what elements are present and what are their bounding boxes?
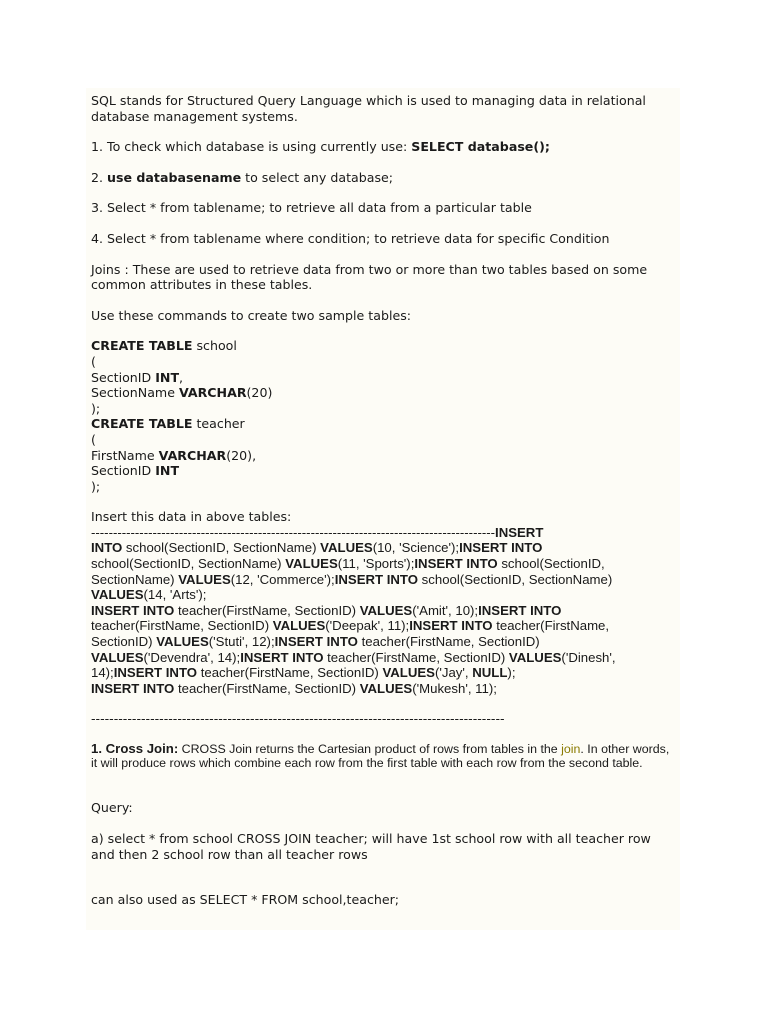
- type-varchar: VARCHAR: [158, 447, 227, 463]
- sql-text: ('Deepak', 11);: [325, 618, 410, 634]
- joins-intro: Joins : These are used to retrieve data from two or more than two tables based on some common attributes in these tables.: [91, 261, 648, 293]
- table-name-teacher: teacher: [192, 416, 245, 432]
- item-2-prefix: 2.: [91, 169, 108, 185]
- column-sectionname: SectionName: [91, 385, 179, 401]
- sql-text: SectionName): [91, 571, 179, 587]
- cross-join-text-2: . In other words, it will produce rows which combine each row from the first table with each row from the second table.: [91, 742, 670, 771]
- sql-keyword: INSERT INTO: [240, 649, 324, 665]
- paren-open-line: (: [91, 431, 96, 447]
- varchar-length: (20): [246, 385, 273, 401]
- column-sectionid: SectionID: [91, 369, 156, 385]
- paren-open-line: (: [91, 353, 96, 369]
- item-1-command: SELECT database();: [411, 139, 550, 155]
- sql-keyword: VALUES: [178, 571, 231, 587]
- sql-keyword: VALUES: [320, 540, 373, 556]
- table-name-school: school: [192, 338, 237, 354]
- sql-text: school(SectionID,: [497, 556, 605, 572]
- sql-text: teacher(FirstName, SectionID): [174, 602, 360, 618]
- sql-text: teacher(FirstName, SectionID): [174, 680, 360, 696]
- sql-keyword: VALUES: [359, 602, 413, 618]
- insert-line: [91, 572, 677, 588]
- paren-close-line: );: [91, 400, 101, 416]
- create-teacher-line: [91, 416, 677, 432]
- query-label: Query:: [91, 800, 133, 816]
- insert-line: [91, 587, 677, 603]
- type-varchar: VARCHAR: [178, 385, 247, 401]
- sql-text: ('Stuti', 12);: [208, 634, 275, 650]
- column-sectionid: SectionID: [91, 463, 156, 479]
- cross-join-text-1: CROSS Join returns the Cartesian product of rows from tables in the: [178, 742, 562, 756]
- create-keyword: CREATE TABLE: [91, 338, 193, 354]
- sql-keyword: VALUES: [91, 649, 144, 665]
- insert-line: [91, 603, 677, 619]
- item-2-command: use databasename: [107, 169, 242, 185]
- insert-line: [91, 681, 677, 697]
- paren-close-line: );: [91, 478, 101, 494]
- varchar-length: (20),: [226, 447, 257, 463]
- sql-text: school(SectionID, SectionName): [418, 571, 613, 587]
- document-content: [91, 93, 677, 908]
- item-1: [91, 139, 677, 155]
- join-link[interactable]: join: [561, 742, 581, 756]
- sql-keyword: VALUES: [272, 618, 326, 634]
- intro-paragraph: SQL stands for Structured Query Language which is used to managing data in relational database management systems.: [91, 93, 646, 124]
- dash-rule: --------------------------------------------------------------------------------------------: [91, 524, 496, 540]
- sql-text: teacher(FirstName, SectionID): [323, 649, 509, 665]
- insert-line: [91, 540, 677, 556]
- sql-keyword: INTO: [91, 540, 123, 556]
- sql-keyword: VALUES: [156, 634, 209, 650]
- sql-keyword: INSERT INTO: [459, 540, 543, 556]
- sql-text: (12, 'Commerce');: [230, 571, 335, 587]
- insert-line: [91, 556, 677, 572]
- sql-text: );: [507, 665, 516, 681]
- sql-keyword: INSERT INTO: [334, 571, 419, 587]
- insert-keyword: INSERT: [495, 524, 544, 540]
- sql-keyword: INSERT INTO: [414, 556, 498, 572]
- insert-line: [91, 618, 677, 634]
- sql-keyword: NULL: [472, 665, 508, 681]
- insert-rule-line: [91, 525, 677, 541]
- sql-keyword: INSERT INTO: [91, 680, 175, 696]
- item-3: 3. Select * from tablename; to retrieve all data from a particular table: [91, 200, 532, 216]
- document-page: [86, 88, 680, 930]
- sql-keyword: INSERT INTO: [274, 634, 358, 650]
- insert-line: [91, 634, 677, 650]
- sectionid-line: [91, 370, 677, 386]
- insert-heading: Insert this data in above tables:: [91, 509, 292, 525]
- cross-join-paragraph: [91, 742, 677, 770]
- type-int: INT: [155, 463, 180, 479]
- sql-text: ('Devendra', 14);: [143, 649, 241, 665]
- firstname-line: [91, 448, 677, 464]
- sql-text: ('Dinesh',: [561, 649, 616, 665]
- sql-text: ('Amit', 10);: [412, 602, 479, 618]
- comma: ,: [179, 369, 184, 385]
- insert-line: [91, 665, 677, 681]
- sql-text: (10, 'Science');: [372, 540, 460, 556]
- sql-text: (11, 'Sports');: [337, 556, 415, 572]
- sql-keyword: VALUES: [508, 649, 562, 665]
- sectionid-line-2: [91, 463, 677, 479]
- sql-text: teacher(FirstName, SectionID): [357, 634, 540, 650]
- dash-rule-2: -------------------------------------------------------------------------------------------: [91, 711, 505, 727]
- sql-text: SectionID): [91, 634, 157, 650]
- sql-text: school(SectionID, SectionName): [91, 556, 286, 572]
- create-keyword: CREATE TABLE: [91, 416, 193, 432]
- sql-text: teacher(FirstName, SectionID): [197, 665, 383, 681]
- use-commands-line: Use these commands to create two sample tables:: [91, 307, 411, 323]
- sql-keyword: VALUES: [382, 665, 435, 681]
- create-table-block: [91, 338, 677, 494]
- type-int: INT: [155, 369, 180, 385]
- insert-line: [91, 650, 677, 666]
- also-used-line: can also used as SELECT * FROM school,teacher;: [91, 892, 400, 908]
- sql-text: (14, 'Arts');: [143, 587, 207, 603]
- sectionname-line: [91, 385, 677, 401]
- column-firstname: FirstName: [91, 447, 159, 463]
- sql-text: school(SectionID, SectionName): [122, 540, 321, 556]
- item-2: [91, 170, 677, 186]
- sql-keyword: VALUES: [285, 556, 338, 572]
- query-a: a) select * from school CROSS JOIN teacher; will have 1st school row with all teacher row and then 2 school row than all teacher rows: [91, 831, 651, 862]
- sql-text: 14);: [91, 665, 114, 681]
- sql-text: teacher(FirstName,: [492, 618, 610, 634]
- sql-keyword: INSERT INTO: [409, 618, 493, 634]
- sql-keyword: INSERT INTO: [478, 602, 562, 618]
- create-school-line: [91, 338, 677, 354]
- item-1-text: 1. To check which database is using currently use:: [91, 139, 412, 155]
- item-2-text: to select any database;: [241, 169, 393, 185]
- sql-text: teacher(FirstName, SectionID): [91, 618, 273, 634]
- sql-text: ('Jay',: [434, 665, 473, 681]
- sql-keyword: VALUES: [91, 587, 144, 603]
- sql-keyword: VALUES: [359, 680, 413, 696]
- sql-keyword: INSERT INTO: [91, 602, 175, 618]
- sql-text: ('Mukesh', 11);: [412, 680, 497, 696]
- insert-statements: [91, 540, 677, 696]
- sql-keyword: INSERT INTO: [113, 665, 198, 681]
- cross-join-heading: 1. Cross Join:: [91, 741, 179, 756]
- item-4: 4. Select * from tablename where condition; to retrieve data for specific Condition: [91, 230, 610, 246]
